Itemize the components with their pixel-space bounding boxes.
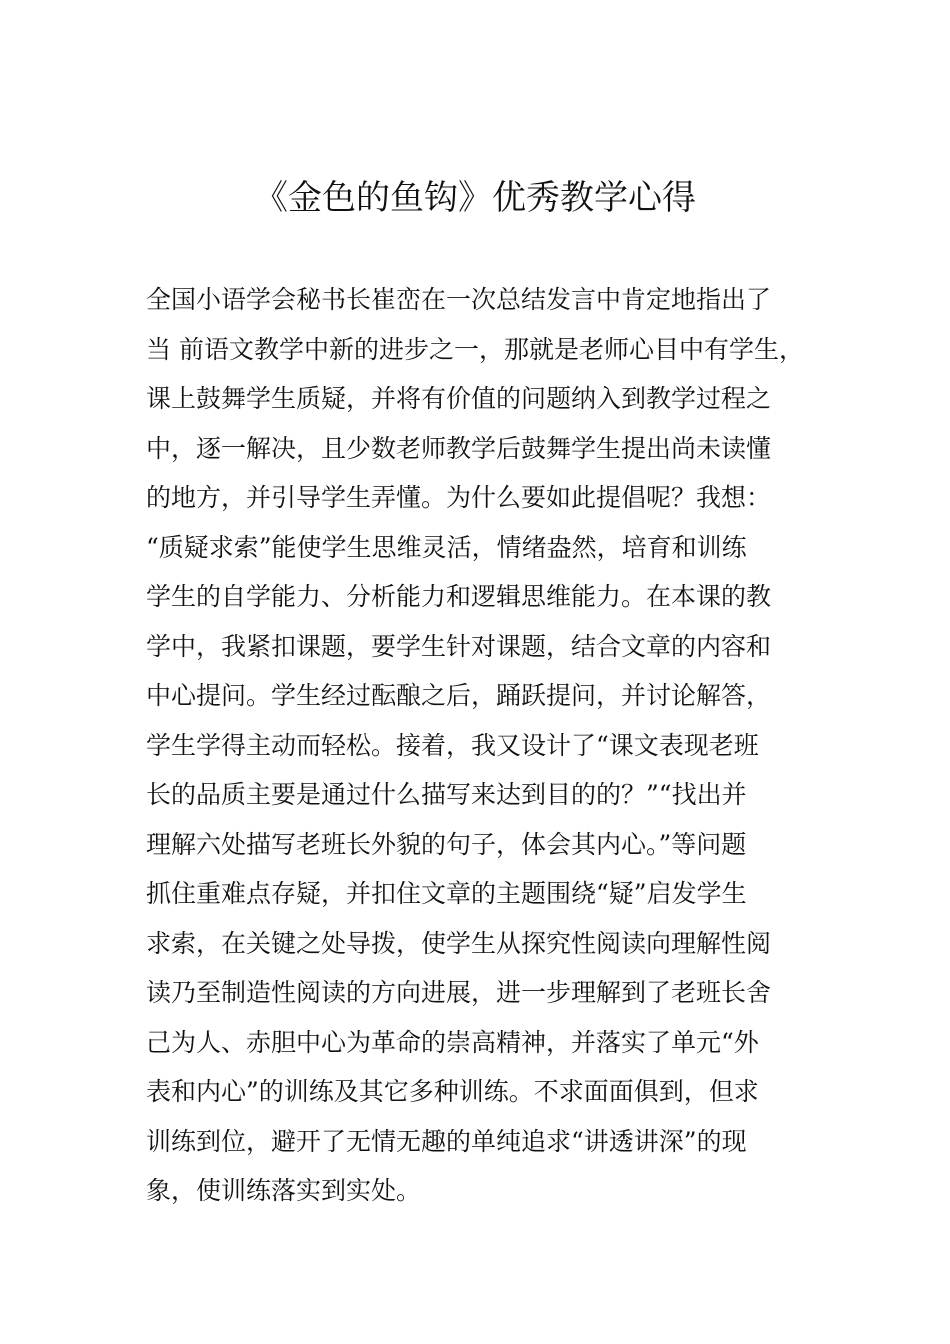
- body-line: 象，使训练落实到实处。: [146, 1176, 422, 1205]
- body-line: 抓住重难点存疑，并扣住文章的主题围绕“疑”启发学生: [146, 879, 747, 908]
- body-line: 求索，在关键之处导拨，使学生从探究性阅读向理解性阅: [146, 928, 772, 958]
- body-line: 中心提问。学生经过酝酿之后，踊跃提问，并讨论解答，: [146, 681, 772, 710]
- document-body: [146, 275, 826, 1216]
- body-line: 中，逐一解决，且少数老师教学后鼓舞学生提出尚未读懂: [146, 433, 772, 463]
- document-title: 《金色的鱼钩》优秀教学心得: [254, 178, 696, 218]
- body-line: 全国小语学会秘书长崔峦在一次总结发言中肯定地指出了: [146, 285, 772, 314]
- body-line: 的地方，并引导学生弄懂。为什么要如此提倡呢？我想：: [146, 483, 772, 512]
- body-line: 读乃至制造性阅读的方向进展，进一步理解到了老班长舍: [146, 978, 772, 1007]
- body-line: 己为人、赤胆中心为革命的崇高精神，并落实了单元“外: [146, 1027, 759, 1057]
- body-line: 训练到位，避开了无情无趣的单纯追求“讲透讲深”的现: [146, 1126, 747, 1156]
- body-line: 表和内心”的训练及其它多种训练。不求面面俱到，但求: [146, 1077, 759, 1106]
- body-line: 学生学得主动而轻松。接着，我又设计了“课文表现老班: [146, 730, 759, 760]
- body-line: 当 前语文教学中新的进步之一，那就是老师心目中有学生，: [146, 334, 804, 364]
- body-line: 课上鼓舞学生质疑，并将有价值的问题纳入到教学过程之: [146, 384, 772, 413]
- body-line: 学中，我紧扣课题，要学生针对课题，结合文章的内容和: [146, 631, 772, 661]
- body-line: 学生的自学能力、分析能力和逻辑思维能力。在本课的教: [146, 582, 772, 611]
- body-line: 理解六处描写老班长外貌的句子，体会其内心。”等问题: [146, 829, 747, 859]
- body-line: 长的品质主要是通过什么描写来达到目的的？”“找出并: [146, 780, 747, 809]
- body-line: “质疑求索”能使学生思维灵活，情绪盎然，培育和训练: [146, 532, 747, 562]
